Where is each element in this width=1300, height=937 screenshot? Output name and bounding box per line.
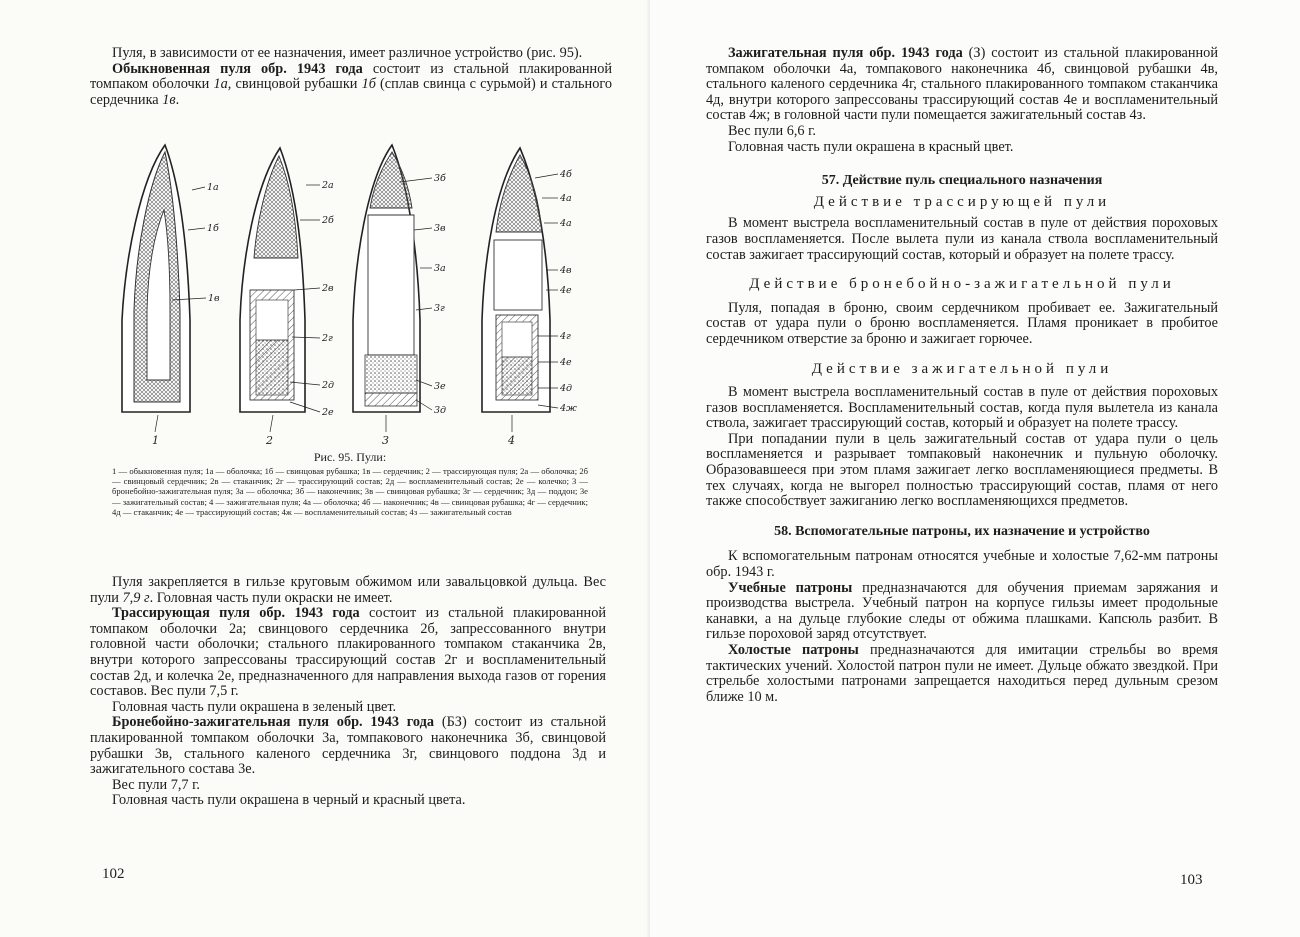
section-57-heading: 57. Действие пуль специального назначения <box>821 173 1103 189</box>
heading-api-action: Действие бронебойно-зажигательной пули <box>749 276 1175 293</box>
heading-incendiary-action: Действие зажигательной пули <box>811 360 1113 377</box>
label-1a: 1а <box>207 182 219 193</box>
text-run: предназначаются для обучения приемам заряжания и производства выстрела. Учебный патрон на корпусе гильзы имеет продольные канавки, а на дульце глубокие следы от обжима плашками. Капсюль разбит. В гильзе пороховой заряд отсутствует. <box>706 579 1218 643</box>
ref-1a: 1а <box>213 76 228 93</box>
api-bullet-title: Бронебойно-зажигательная пуля обр. 1943 года <box>112 714 435 731</box>
label-4v: 4в <box>560 265 572 276</box>
label-3g: 3г <box>434 303 445 314</box>
section-58-heading: 58. Вспомогательные патроны, их назначение и устройство <box>774 523 1150 539</box>
tracer-bullet-title: Трассирующая пуля обр. 1943 года <box>112 605 360 622</box>
text-run: (З) состоит из стальной плакированной томпаком оболочки 4а, томпакового наконечника 4б, свинцовой рубашки 4в, стального каленого сердечника 4г, стального плакированного томпаком стаканчика 4д, внутри которого запрессованы трассирующий состав 4е и воспламенительный состав 4ж; в головной части пули помещается зажигательный состав 4з. <box>706 45 1218 124</box>
label-4b: 4б <box>560 169 572 180</box>
api-bullet-paragraph <box>90 715 606 777</box>
label-4g: 4г <box>560 331 571 342</box>
left-page-number: 102 <box>102 866 125 882</box>
label-1v: 1в <box>208 293 220 304</box>
incendiary-bullet-title: Зажигательная пуля обр. 1943 года <box>728 45 963 61</box>
blank-cartridges-paragraph <box>706 643 1218 705</box>
figure-title: Рис. 95. Пули: <box>313 450 387 464</box>
left-body <box>90 575 606 809</box>
label-4e: 4е <box>560 285 572 296</box>
text-run: (сплав свинца с сурьмой) и стального сердечника <box>90 76 613 108</box>
bullet-1-drawing <box>122 145 220 447</box>
intro-paragraph: Пуля, в зависимости от ее назначения, имеет различное устройство (рис. 95). <box>112 45 583 61</box>
left-intro <box>90 46 612 108</box>
blank-cartridges-title: Холостые патроны <box>728 642 859 658</box>
bullet-2-drawing <box>240 148 334 447</box>
incendiary-color-line: Головная часть пули окрашена в красный цвет. <box>728 138 1014 155</box>
api-weight-line: Вес пули 7,7 г. <box>112 776 200 793</box>
fig-number-3: 3 <box>382 434 389 447</box>
ordinary-bullet-title: Обыкновенная пуля обр. 1943 года <box>112 60 363 77</box>
right-page-number: 103 <box>1180 872 1203 888</box>
api-action-paragraph: Пуля, попадая в броню, своим сердечником пробивает ее. Зажигательный состав от удара пули о броню воспламеняется. Пламя проникает в пробитое сердечником отверстие за броню и зажигает горючее. <box>706 299 1218 347</box>
figure-legend: 1 — обыкновенная пуля; 1а — оболочка; 1б — свинцовая рубашка; 1в — сердечник; 2 — трассирующая пуля; 2а — оболочка; 2б — свинцовый сердечник; 2в — стаканчик; 2г — трассирующий состав; 2д — воспламенительный состав; 2е — колечко; 3 — бронебойно-зажигательная пуля; 3а — оболочка; 3б — наконечник; 3в — свинцовая рубашка; 3г — сердечник; 3д — поддон; 3е — зажигательный состав; 4 — зажигательная пуля; 4а — оболочка; 4б — наконечник; 4в — свинцовая рубашка; 4г — сердечник; 4д — стаканчик; 4е — трассирующий состав; 4ж — воспламенительный состав; 4з — зажигательный состав <box>112 465 588 518</box>
label-4a: 4а <box>560 193 572 204</box>
text-run: состоит из стальной плакированной томпаком оболочки <box>90 60 612 93</box>
text-run: предназначаются для имитации стрельбы во время тактических учений. Холостой патрон пули не имеет. Дульце обжато звездкой. При стрельбе холостыми патронами запрещается находиться перед дульным срезом ближе 10 м. <box>706 642 1218 705</box>
weight-value: 7,9 г <box>122 589 150 606</box>
ref-1b: 1б <box>361 76 376 93</box>
text-run: Пуля закрепляется в гильзе круговым обжимом или завальцовкой дульца. Вес пули <box>90 574 606 606</box>
label-2e: 2е <box>322 407 334 418</box>
incendiary-action-paragraph-1: В момент выстрела воспламенительный состав в пуле от действия пороховых газов воспламеняется. Воспламенительный состав, когда пуля вылетела из канала ствола, зажигает трассирующий состав, который и образует на полете трассу. <box>706 384 1218 432</box>
text-run: состоит из стальной плакированной томпаком оболочки 2а; свинцового сердечника 2б, запрессованного внутри головной части оболочки; стального плакированного томпаком стаканчика 2в, внутри которого запрессованы трассирующий состав 2г и воспламенительный состав 2д, и колечка 2е, предназначенного для направления выхода газов от горения составов. Вес пули 7,5 г. <box>90 605 606 700</box>
label-3d: 3д <box>434 405 447 416</box>
label-4a-second: 4а <box>560 218 572 229</box>
fixing-paragraph <box>90 575 606 606</box>
label-4d: 4д <box>560 383 573 394</box>
training-cartridges-paragraph <box>706 581 1218 643</box>
incendiary-bullet-paragraph <box>706 46 1218 124</box>
right-body <box>706 46 1218 705</box>
label-1b: 1б <box>207 223 219 234</box>
fig-number-4: 4 <box>508 434 515 447</box>
tracer-bullet-paragraph <box>90 606 606 700</box>
incendiary-action-paragraph-2: При попадании пули в цель зажигательный состав от удара пули о цель воспламеняется и разрывает томпаковый наконечник и пульную оболочку. Образовавшееся при этом пламя зажигает легко воспламеняющиеся предметы. В тех случаях, когда не выгорел полностью трассирующий состав, пламя от него также способствует зажиганию легко воспламеняющихся предметов. <box>706 430 1218 510</box>
label-4e-second: 4е <box>560 357 572 368</box>
text-run: . Головная часть пули окраски не имеет. <box>149 589 393 606</box>
bullets-figure <box>110 140 590 458</box>
right-page <box>650 0 1300 937</box>
text-run: . <box>175 91 180 108</box>
tracer-color-line: Головная часть пули окрашена в зеленый цвет. <box>112 698 397 715</box>
text-run: , свинцовой рубашки <box>227 76 362 93</box>
label-4zh: 4ж <box>560 403 577 414</box>
bullet-4-drawing <box>482 148 577 447</box>
label-2a: 2а <box>322 180 334 191</box>
figure-caption <box>112 450 588 518</box>
incendiary-weight-line: Вес пули 6,6 г. <box>728 122 816 139</box>
training-cartridges-title: Учебные патроны <box>728 579 853 596</box>
heading-tracer-action: Действие трассирующей пули <box>813 193 1111 210</box>
label-3e: 3е <box>434 381 446 392</box>
auxiliary-intro-paragraph: К вспомогательным патронам относятся учебные и холостые 7,62-мм патроны обр. 1943 г. <box>706 548 1218 581</box>
tracer-action-paragraph: В момент выстрела воспламенительный состав в пуле от действия пороховых газов воспламеняется. После вылета пули из канала ствола воспламенительный состав зажигает трассирующий состав, который и образует на полете трассу. <box>706 215 1218 263</box>
label-3b: 3б <box>434 173 446 184</box>
label-3v: 3в <box>434 223 446 234</box>
fig-number-1: 1 <box>152 434 159 447</box>
ordinary-bullet-paragraph <box>90 62 612 109</box>
ref-1v: 1в <box>162 91 176 108</box>
bullet-3-drawing <box>353 145 446 447</box>
api-color-line: Головная часть пули окрашена в черный и красный цвета. <box>112 792 466 809</box>
fig-number-2: 2 <box>266 434 273 447</box>
label-2g: 2г <box>322 333 333 344</box>
text-run: (БЗ) состоит из стальной плакированной томпаком оболочки 3а, томпакового наконечника 3б, свинцовой рубашки 3в, стального каленого сердечника 3г, свинцового поддона 3д и зажигательного состава 3е. <box>90 714 607 778</box>
label-2v: 2в <box>322 283 334 294</box>
label-2b: 2б <box>322 215 334 226</box>
label-3a: 3а <box>434 263 446 274</box>
label-2d: 2д <box>322 380 335 391</box>
